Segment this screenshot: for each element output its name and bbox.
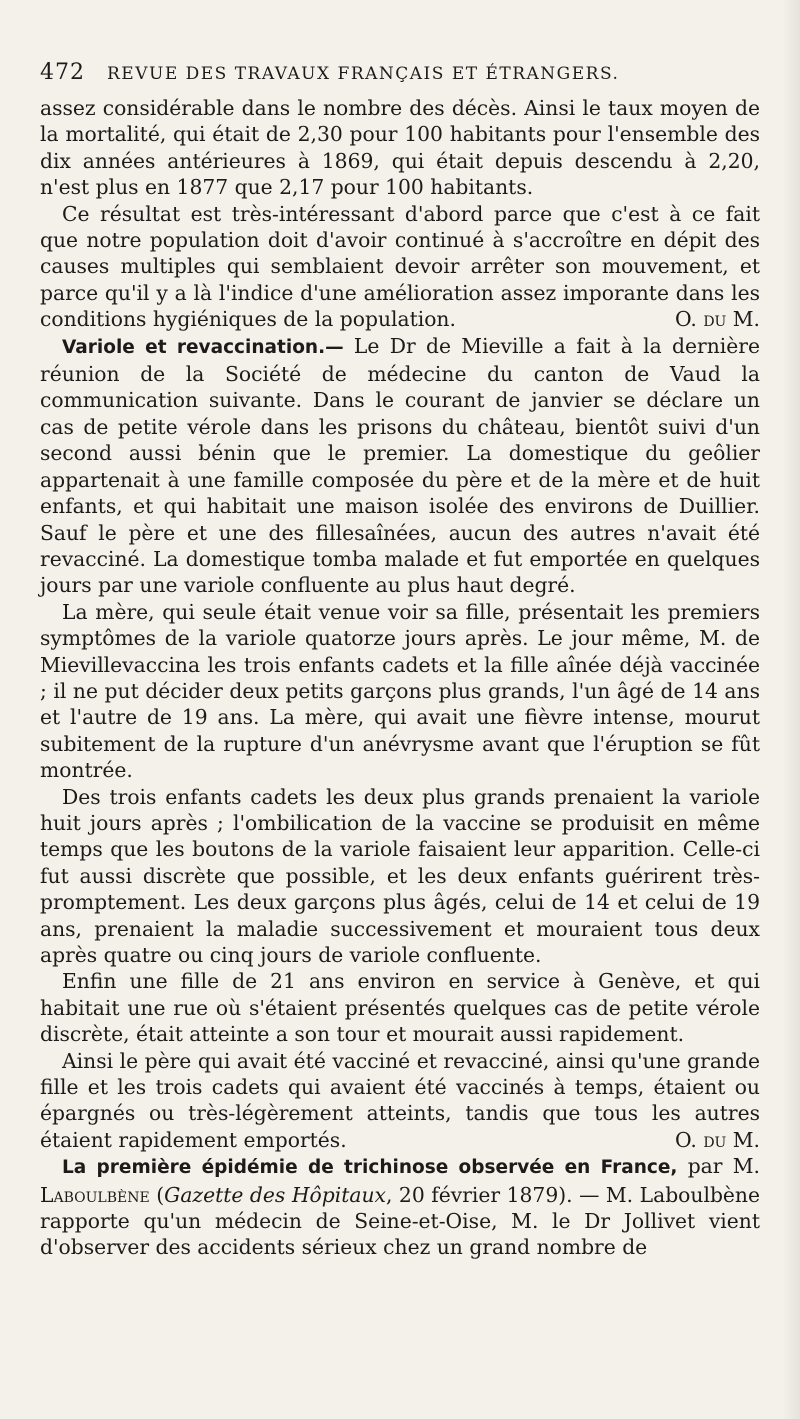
paragraph-text: assez considérable dans le nombre des décès. Ainsi le taux moyen de la mortalité, qui était de 2,30 pour 100 habitants pour l'ensemble des dix années antérieures à 1869, qui était depuis descendu à 2,20, n'est plus en 1877 que 2,17 pour 100 habitants. [40,96,760,200]
paragraph-text: Le Dr de Mieville a fait à la dernière réunion de la Société de médecine du canton de Vaud la communication suivante. Dans le courant de janvier se déclare un cas de petite vérole dans les prisons du château, bientôt suivi d'un second aussi bénin que le premier. La domestique du geôlier appartenait à une famille composée du père et de la mère et de huit enfants, et qui habitait une maison isolée des environs de Duillier. Sauf le père et une des fillesaînées, aucun des autres n'avait été revacciné. La domestique tomba malade et fut emportée en quelques jours par une variole confluente au plus haut degré. [40,333,760,598]
running-title: REVUE DES TRAVAUX FRANÇAIS ET ÉTRANGERS. [107,64,620,84]
paragraph-text: , 20 février 1879). — M. Laboulbène rapporte qu'un médecin de Seine-et-Oise, M. le Dr Jollivet vient d'observer des accidents sérieux chez un grand nombre de [40,1182,760,1260]
paragraph-text: par M. [677,1154,760,1179]
paragraph-text: Des trois enfants cadets les deux plus grands prenaient la variole huit jours après ; l'ombilication de la vaccine se produisit en même temps que les boutons de la variole faisaient leur apparition. Celle-ci fut aussi discrète que possible, et les deux enfants guérirent très-promptement. Les deux garçons plus âgés, celui de 14 et celui de 19 ans, prenaient la maladie successivement et mouraient tous deux après quatre ou cinq jours de variole confluente. [40,784,760,967]
section-variole [40,333,760,599]
author-signature: O. du M. [674,307,760,332]
paragraph-girl-geneva [40,968,760,1047]
journal-title: Gazette des Hôpitaux [164,1182,386,1207]
section-trichinose [40,1153,760,1261]
paragraph-text: Ce résultat est très-intéressant d'abord parce que c'est à ce fait que notre population doit d'avoir continué à s'accroître en dépit des causes multiples qui semblaient devoir arrêter son mouvement, et parce qu'il y a là l'indice d'une amélioration assez imporante dans les conditions hygiéniques de la population. [40,201,760,332]
section-heading: La première épidémie de trichinose observée en France, [62,1157,678,1179]
document-page [40,60,760,1261]
scan-edge-shadow [782,0,800,1419]
paragraph-population [40,201,760,333]
section-heading: Variole et revaccination.— [62,336,344,358]
paragraph-mother [40,599,760,784]
author-name: Laboulbène [40,1182,150,1207]
paragraph-mortality [40,95,760,201]
paragraph-text: Enfin une fille de 21 ans environ en service à Genève, et qui habitait une rue où s'étaient présentés quelques cas de petite vérole discrète, était atteinte a son tour et mourait aussi rapidement. [40,969,760,1047]
paragraph-text: Ainsi le père qui avait été vacciné et revacciné, ainsi qu'une grande fille et les trois cadets qui avaient été vaccinés à temps, étaient ou épargnés ou très-légèrement atteints, tandis que tous les autres étaient rapidement emportés. [40,1048,760,1152]
author-signature: O. du M. [674,1127,760,1152]
page-number: 472 [40,60,85,85]
paragraph-children [40,784,760,969]
page-header [40,60,760,85]
paragraph-text: ( [149,1182,165,1207]
paragraph-text: La mère, qui seule était venue voir sa fille, présentait les premiers symptômes de la variole quatorze jours après. Le jour même, M. de Mievillevaccina les trois enfants cadets et la fille aînée déjà vaccinée ; il ne put décider deux petits garçons plus grands, l'un âgé de 14 ans et l'autre de 19 ans. La mère, qui avait une fièvre intense, mourut subitement de la rupture d'un anévrysme avant que l'éruption se fût montrée. [40,599,760,783]
paragraph-conclusion [40,1048,760,1154]
